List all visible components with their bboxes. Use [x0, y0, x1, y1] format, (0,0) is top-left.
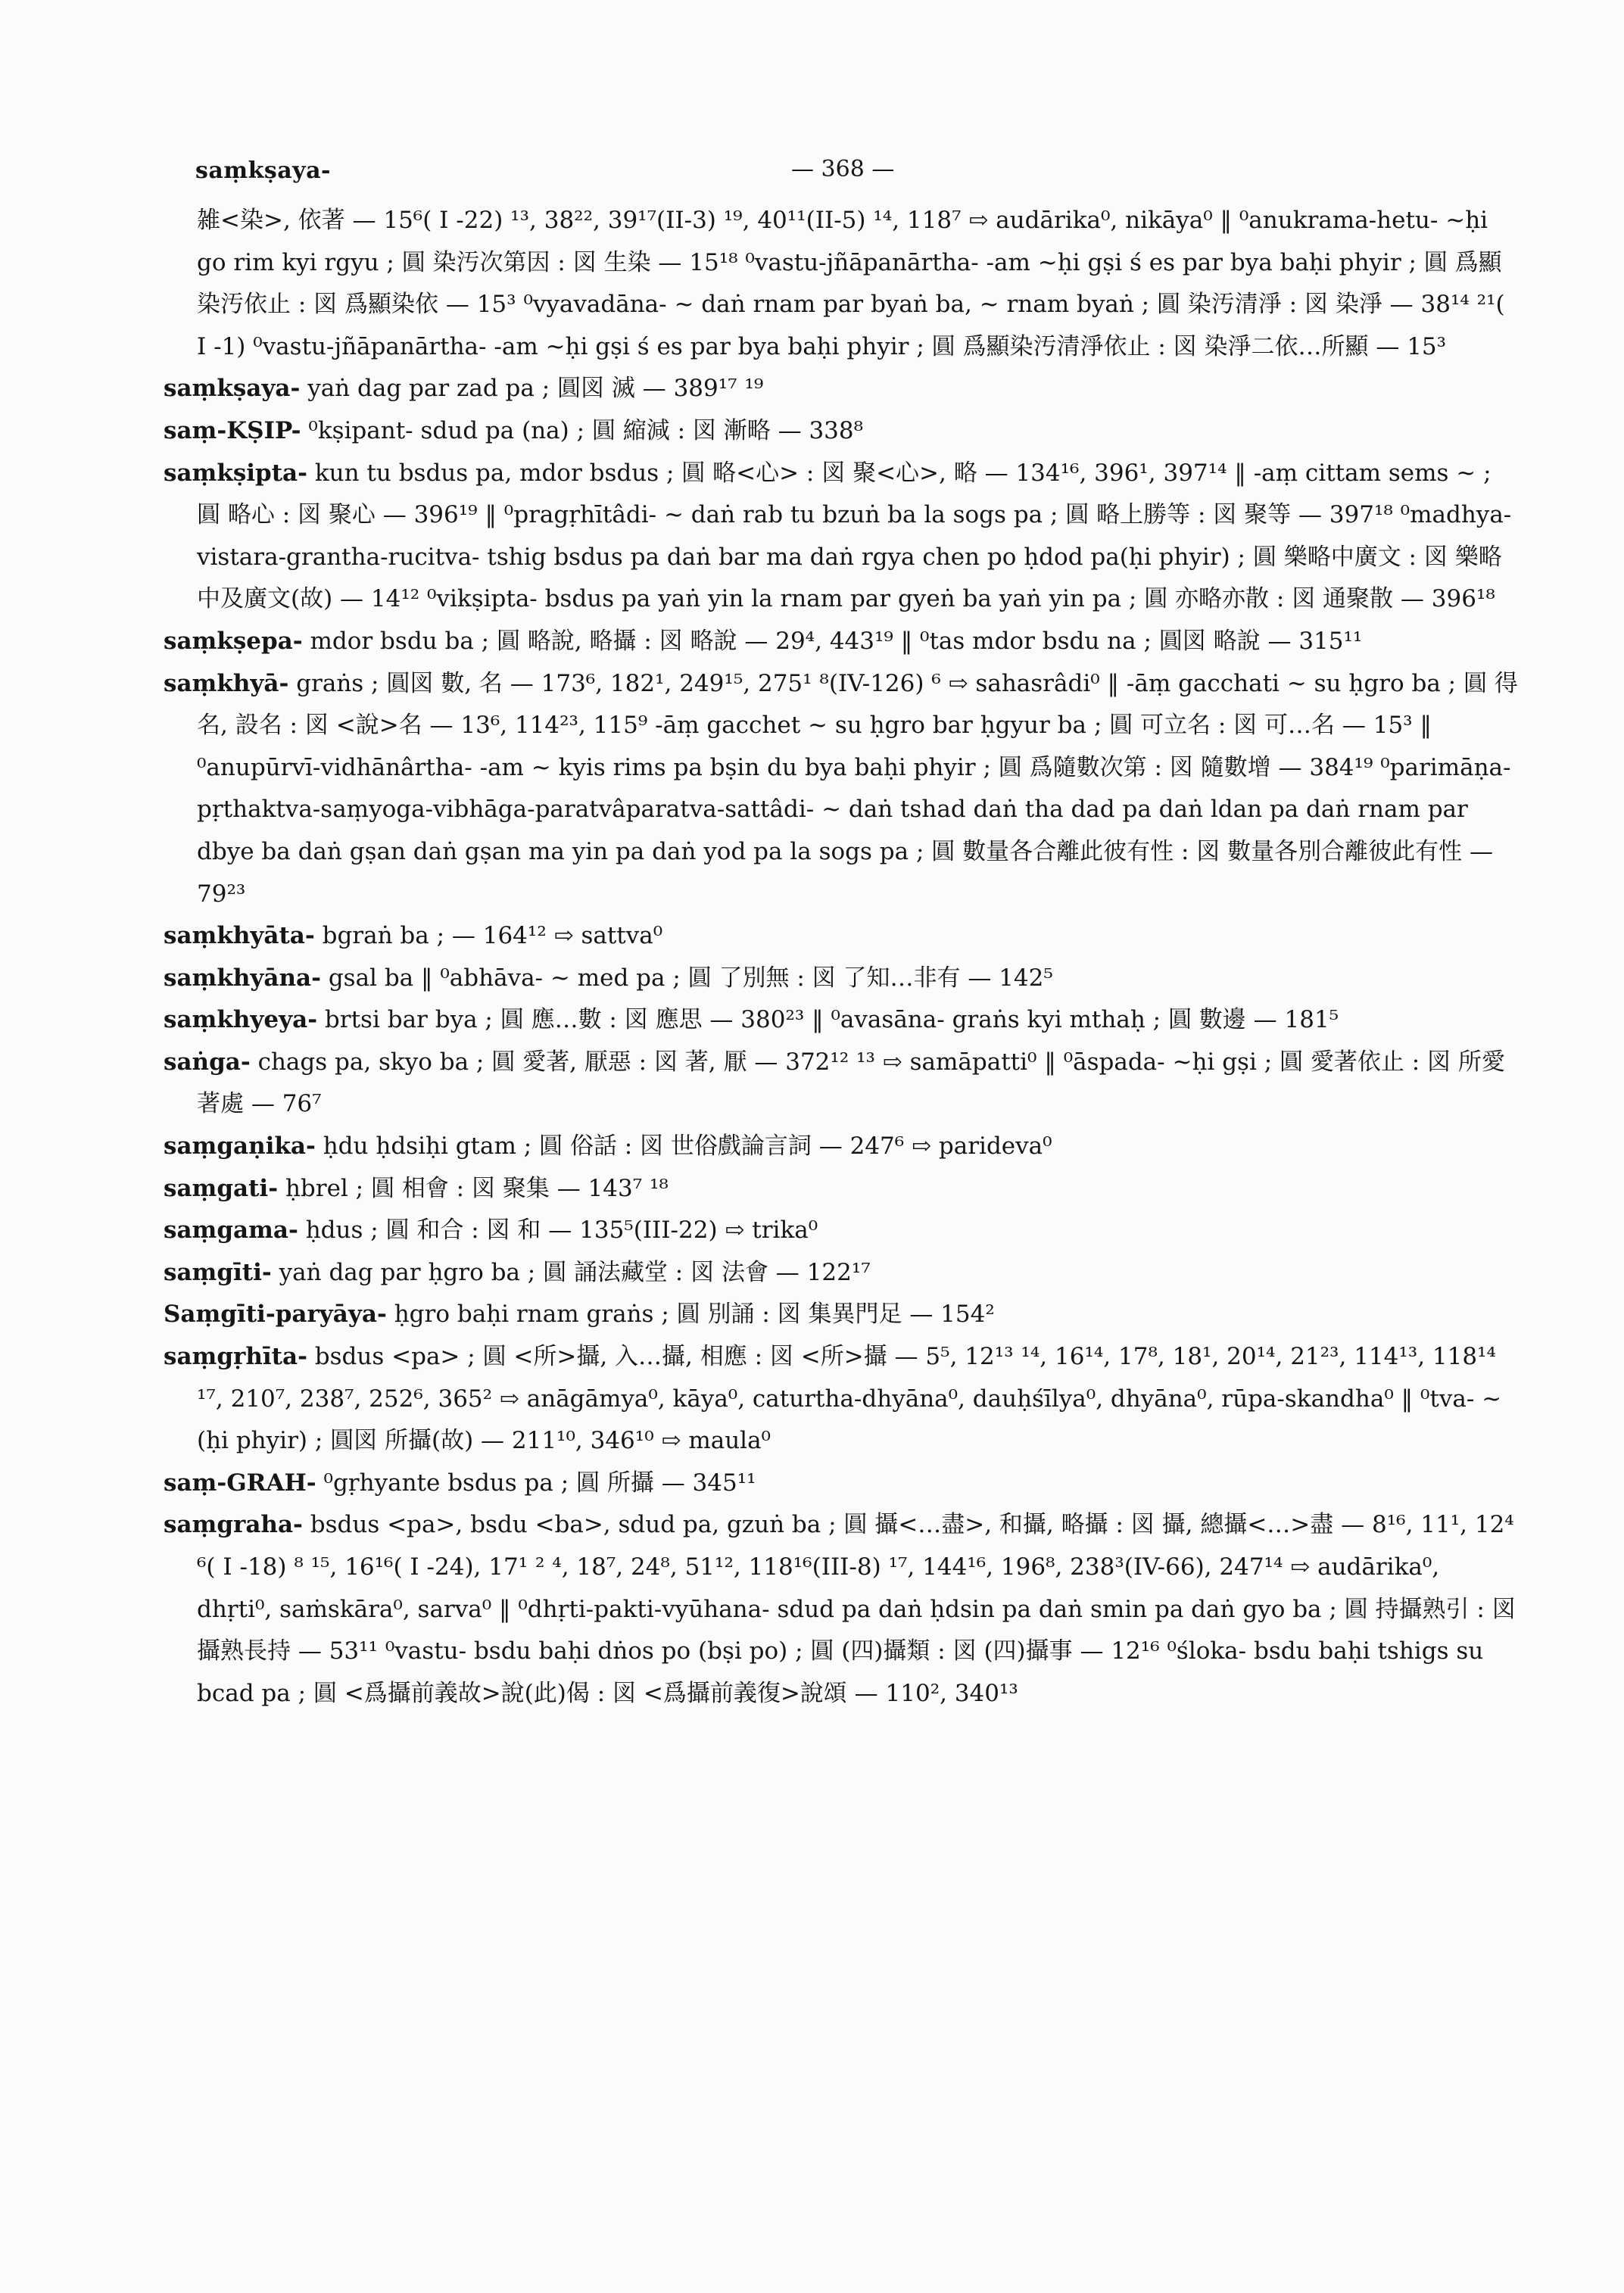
- dictionary-entry: [164, 410, 1519, 453]
- entry-body: bsdus <pa> ; 圓 <所>攝, 入…攝, 相應 : 図 <所>攝 — 5⁵, 12¹³ ¹⁴, 16¹⁴, 17⁸, 18¹, 20¹⁴, 21²³, 114¹³, 118¹⁴ ¹⁷, 210⁷, 238⁷, 252⁶, 365² ⇨ anāgāmya⁰, kāya⁰, caturtha-dhyāna⁰, dauḥśīlya⁰, dhyāna⁰, rūpa-skandha⁰ ‖ ⁰tva- ~(ḥi phyir) ; 圓図 所攝(故) — 211¹⁰, 346¹⁰ ⇨ maula⁰: [197, 1343, 1502, 1455]
- dictionary-entry: [164, 1042, 1519, 1126]
- entry-body: yaṅ dag par ḥgro ba ; 圓 誦法藏堂 : 図 法會 — 122¹⁷: [279, 1258, 871, 1286]
- page-number: — 368 —: [791, 156, 895, 182]
- dictionary-entry: [164, 1504, 1519, 1715]
- entry-headword: saṃ-GRAH-: [164, 1469, 316, 1497]
- entry-body: ⁰kṣipant- sdud pa (na) ; 圓 縮減 : 図 漸略 — 338⁸: [308, 416, 864, 444]
- entry-headword: saṃgati-: [164, 1174, 279, 1202]
- dictionary-entry: [164, 1294, 1519, 1336]
- entry-body: brtsi bar bya ; 圓 應…數 : 図 應思 — 380²³ ‖ ⁰avasāna- graṅs kyi mthaḥ ; 圓 數邊 — 181⁵: [324, 1006, 1339, 1034]
- entry-body: ⁰gṛhyante bsdus pa ; 圓 所攝 — 345¹¹: [323, 1469, 756, 1497]
- entry-body: ḥdu ḥdsiḥi gtam ; 圓 俗話 : 図 世俗戲論言詞 — 247⁶ ⇨ parideva⁰: [323, 1132, 1052, 1161]
- entry-body: chags pa, skyo ba ; 圓 愛著, 厭惡 : 図 著, 厭 — 372¹² ¹³ ⇨ samāpatti⁰ ‖ ⁰āspada- ~ḥi gṣi ; 圓 愛著依止 : 図 所愛著處 — 76⁷: [197, 1048, 1505, 1118]
- entry-headword: saṃgraha-: [164, 1511, 303, 1539]
- entry-body: mdor bsdu ba ; 圓 略說, 略攝 : 図 略說 — 29⁴, 443¹⁹ ‖ ⁰tas mdor bsdu na ; 圓図 略說 — 315¹¹: [310, 627, 1363, 655]
- entry-headword: saṃkhyāta-: [164, 922, 315, 950]
- dictionary-entry: [164, 1252, 1519, 1294]
- entry-headword: saṅga-: [164, 1048, 251, 1076]
- entry-body: ḥgro baḥi rnam graṅs ; 圓 別誦 : 図 集異門足 — 154²: [394, 1301, 995, 1329]
- entry-headword: Saṃgīti-paryāya-: [164, 1301, 387, 1329]
- entry-headword: saṃgama-: [164, 1217, 298, 1245]
- running-head: saṃkṣaya-: [195, 157, 332, 184]
- entry-headword: saṃkhyāna-: [164, 964, 321, 992]
- entry-headword: saṃkṣepa-: [164, 627, 303, 655]
- entry-headword: saṃgīti-: [164, 1258, 272, 1286]
- entry-headword: saṃgaṇika-: [164, 1132, 316, 1161]
- dictionary-entry: [164, 915, 1519, 958]
- entry-body: gsal ba ‖ ⁰abhāva- ~ med pa ; 圓 了別無 : 図 了知…非有 — 142⁵: [328, 964, 1053, 992]
- entry-headword: saṃkṣaya-: [164, 375, 301, 403]
- dictionary-entry: [164, 1126, 1519, 1168]
- dictionary-entry: [164, 958, 1519, 1000]
- dictionary-entry: [164, 368, 1519, 410]
- dictionary-entry: [164, 1168, 1519, 1210]
- entry-body: bsdus <pa>, bsdu <ba>, sdud pa, gzuṅ ba ; 圓 攝<…盡>, 和攝, 略攝 : 図 攝, 總攝<…>盡 — 8¹⁶, 11¹, 12⁴ ⁶( I -18) ⁸ ¹⁵, 16¹⁶( I -24), 17¹ ² ⁴, 18⁷, 24⁸, 51¹², 118¹⁶(III-8) ¹⁷, 144¹⁶, 196⁸, 238³(IV-66), 247¹⁴ ⇨ audārika⁰, dhṛti⁰, saṁskāra⁰, sarva⁰ ‖ ⁰dhṛti-pakti-vyūhana- sdud pa daṅ ḥdsin pa daṅ smin pa daṅ gyo ba ; 圓 持攝熟引 : 図 攝熟長持 — 53¹¹ ⁰vastu- bsdu baḥi dṅos po (bṣi po) ; 圓 (四)攝類 : 図 (四)攝事 — 12¹⁶ ⁰śloka- bsdu baḥi tshigs su bcad pa ; 圓 <爲攝前義故>說(此)偈 : 図 <爲攝前義復>說頌 — 110², 340¹³: [197, 1511, 1516, 1707]
- entry-body: ḥdus ; 圓 和合 : 図 和 — 135⁵(III-22) ⇨ trika⁰: [305, 1217, 818, 1245]
- entry-headword: saṃkhyā-: [164, 669, 289, 697]
- entry-headword: saṃkṣipta-: [164, 459, 307, 487]
- entry-body: 雑<染>, 依著 — 15⁶( I -22) ¹³, 38²², 39¹⁷(II-3) ¹⁹, 40¹¹(II-5) ¹⁴, 118⁷ ⇨ audārika⁰, nikāya⁰ ‖ ⁰anukrama-hetu- ~ḥi go rim kyi rgyu ; 圓 染汚次第因 : 図 生染 — 15¹⁸ ⁰vastu-jñāpanārtha- -am ~ḥi gṣi ś es par bya baḥi phyir ; 圓 爲顯染汚依止 : 図 爲顯染依 — 15³ ⁰vyavadāna- ~ daṅ rnam par byaṅ ba, ~ rnam byaṅ ; 圓 染汚清淨 : 図 染淨 — 38¹⁴ ²¹( I -1) ⁰vastu-jñāpanārtha- -am ~ḥi gṣi ś es par bya baḥi phyir ; 圓 爲顯染汚清淨依止 : 図 染淨二依…所顯 — 15³: [197, 207, 1505, 360]
- entry-headword: saṃ-KṢIP-: [164, 416, 301, 444]
- dictionary-entry: [164, 200, 1519, 368]
- dictionary-entry: [164, 1210, 1519, 1252]
- entry-body: yaṅ dag par zad pa ; 圓図 滅 — 389¹⁷ ¹⁹: [307, 375, 764, 403]
- entry-body: ḥbrel ; 圓 相會 : 図 聚集 — 143⁷ ¹⁸: [285, 1174, 669, 1202]
- dictionary-entry: [164, 453, 1519, 621]
- entry-body: kun tu bsdus pa, mdor bsdus ; 圓 略<心> : 図 聚<心>, 略 — 134¹⁶, 396¹, 397¹⁴ ‖ -aṃ cittam sems ~ ; 圓 略心 : 図 聚心 — 396¹⁹ ‖ ⁰pragṛhītâdi- ~ daṅ rab tu bzuṅ ba la sogs pa ; 圓 略上勝等 : 図 聚等 — 397¹⁸ ⁰madhya-vistara-grantha-rucitva- tshig bsdus pa daṅ bar ma daṅ rgya chen po ḥdod pa(ḥi phyir) ; 圓 樂略中廣文 : 図 樂略中及廣文(故) — 14¹² ⁰vikṣipta- bsdus pa yaṅ yin la rnam par gyeṅ ba yaṅ yin pa ; 圓 亦略亦散 : 図 通聚散 — 396¹⁸: [197, 459, 1512, 613]
- dictionary-entry: [164, 1463, 1519, 1505]
- dictionary-entry: [164, 621, 1519, 663]
- entry-list: [164, 200, 1519, 1715]
- dictionary-entry: [164, 1336, 1519, 1463]
- entry-body: bgraṅ ba ; — 164¹² ⇨ sattva⁰: [322, 922, 663, 950]
- dictionary-entry: [164, 999, 1519, 1042]
- entry-body: graṅs ; 圓図 數, 名 — 173⁶, 182¹, 249¹⁵, 275¹ ⁸(IV-126) ⁶ ⇨ sahasrâdi⁰ ‖ -āṃ gacchati ~ su ḥgro ba ; 圓 得名, 設名 : 図 <說>名 — 13⁶, 114²³, 115⁹ -āṃ gacchet ~ su ḥgro bar ḥgyur ba ; 圓 可立名 : 図 可…名 — 15³ ‖ ⁰anupūrvī-vidhānârtha- -am ~ kyis rims pa bṣin du bya baḥi phyir ; 圓 爲隨數次第 : 図 隨數增 — 384¹⁹ ⁰parimāṇa-pṛthaktva-saṃyoga-vibhāga-paratvâparatva-sattâdi- ~ daṅ tshad daṅ tha dad pa daṅ ldan pa daṅ rnam par dbye ba daṅ gṣan daṅ gṣan ma yin pa daṅ yod pa la sogs pa ; 圓 數量各合離此彼有性 : 図 數量各別合離彼此有性 — 79²³: [197, 669, 1518, 908]
- entry-headword: saṃkhyeya-: [164, 1006, 318, 1034]
- entry-headword: saṃgṛhīta-: [164, 1343, 307, 1371]
- dictionary-entry: [164, 663, 1519, 916]
